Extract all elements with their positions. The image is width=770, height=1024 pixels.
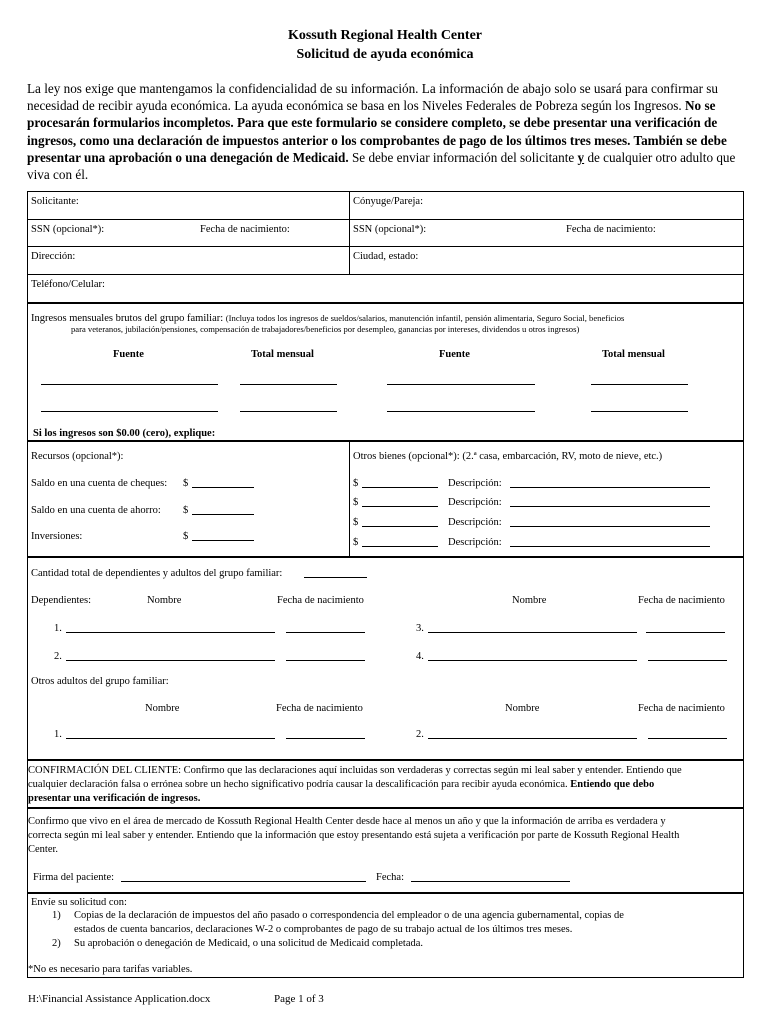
intro-text-tail: de cualquier otro adulto que viva con él. [27,149,736,183]
intro-underlined: y [577,149,585,165]
other-assets-label: Otros bienes (opcional*): (2.ª casa, embarcación, RV, moto de nieve, etc.) [353,451,663,462]
col-fuente-2: Fuente [439,349,470,360]
dollar-sign: $ [353,517,359,528]
col-nombre: Nombre [145,703,180,714]
spouse-ssn-field[interactable]: SSN (opcional*): [353,224,427,235]
adult-dob-input[interactable] [648,738,727,739]
dollar-sign: $ [183,531,189,542]
list-number: 2) [52,938,61,949]
address-field[interactable]: Dirección: [31,251,76,262]
divider [27,246,744,247]
income-source-line[interactable] [41,384,218,385]
submit-heading: Envíe su solicitud con: [31,897,127,908]
org-title: Kossuth Regional Health Center [287,28,483,43]
income-label [31,313,624,324]
income-total-line[interactable] [591,411,688,412]
checking-input[interactable] [192,487,254,488]
intro-paragraph [27,80,745,183]
confirmation-text [28,764,744,806]
spouse-field[interactable]: Cónyuge/Pareja: [353,196,423,207]
col-fecha: Fecha de nacimiento [638,703,725,714]
form-title: Solicitud de ayuda económica [296,47,474,62]
list-number: 1) [52,910,61,921]
confirmation-bold: Entiendo que debo [570,779,655,790]
row-number: 1. [54,623,62,634]
residency-line: correcta según mi leal saber y entender. Entiendo que la información que estoy presentando está sujeta a verificación por parte de Kossuth Regional Health [28,830,680,841]
asset-value-input[interactable] [362,506,438,507]
asset-value-input[interactable] [362,526,438,527]
dollar-sign: $ [183,505,189,516]
income-source-line[interactable] [387,384,535,385]
date-input[interactable] [411,881,570,882]
income-source-line[interactable] [387,411,535,412]
divider [349,191,350,274]
income-total-line[interactable] [591,384,688,385]
intro-bold-text: No se procesarán formularios incompletos. Para que este formulario se considere completo, se debe presentar una verificación de ingresos, como una declaración de impuestos anterior o los comprobantes de pago de los últimos tres meses. También se debe presentar una aprobación o una denegación de Medicaid. [27,98,727,165]
footnote: *No es necesario para tarifas variables. [28,964,193,975]
confirmation-bold: presentar una verificación de ingresos. [28,793,201,804]
row-number: 2. [54,651,62,662]
confirmation-line: cualquier declaración falsa o errónea sobre un hecho significativo podría causar la descalificación para recibir ayuda económica. [28,779,571,790]
col-fecha: Fecha de nacimiento [638,595,725,606]
income-note-2: para veteranos, jubilación/pensiones, compensación de trabajadores/beneficios por desempleo, ganancias por intereses, dividendos u otros ingresos) [71,324,580,334]
applicant-field[interactable]: Solicitante: [31,196,79,207]
ssn-field[interactable]: SSN (opcional*): [31,224,105,235]
submit-item-2: Su aprobación o denegación de Medicaid, o una solicitud de Medicaid completada. [74,938,424,949]
household-count-input[interactable] [304,577,367,578]
income-label-text: Ingresos mensuales brutos del grupo familiar: [31,313,226,324]
col-fecha: Fecha de nacimiento [277,595,364,606]
household-section [27,557,744,760]
investments-input[interactable] [192,540,254,541]
dollar-sign: $ [353,537,359,548]
checking-label: Saldo en una cuenta de cheques: [31,478,168,489]
spouse-dob-field[interactable]: Fecha de nacimiento: [566,224,656,235]
row-number: 1. [54,729,62,740]
col-fuente-1: Fuente [113,349,144,360]
dependent-dob-input[interactable] [286,660,365,661]
residency-line: Confirmo que vivo en el área de mercado de Kossuth Regional Health Center desde hace al menos un año y que la información de arriba es verdadera y [28,816,666,827]
income-source-line[interactable] [41,411,218,412]
dollar-sign: $ [353,497,359,508]
phone-field[interactable]: Teléfono/Celular: [31,279,105,290]
col-total-1: Total mensual [251,349,314,360]
income-total-line[interactable] [240,411,337,412]
asset-value-input[interactable] [362,487,438,488]
investments-label: Inversiones: [31,531,83,542]
dependent-dob-input[interactable] [286,632,365,633]
divider [27,274,744,275]
asset-description-input[interactable] [510,506,710,507]
divider [349,441,350,557]
confirmation-line: CONFIRMACIÓN DEL CLIENTE: Confirmo que las declaraciones aquí incluidas son verdaderas y correctas según mi leal saber y entender. Entiendo que [28,765,682,776]
dollar-sign: $ [183,478,189,489]
applicant-table [27,191,744,303]
savings-label: Saldo en una cuenta de ahorro: [31,505,161,516]
dependent-name-input[interactable] [428,632,637,633]
row-number: 3. [416,623,424,634]
dependent-name-input[interactable] [66,660,275,661]
description-label: Descripción: [448,478,502,489]
asset-value-input[interactable] [362,546,438,547]
submit-item-1: Copias de la declaración de impuestos del año pasado o correspondencia del empleador o de una agencia gubernamental, copias de [74,910,624,921]
income-note: (Incluya todos los ingresos de sueldos/salarios, manutención infantil, pensión alimentaria, Seguro Social, beneficios [225,313,625,323]
income-total-line[interactable] [240,384,337,385]
description-label: Descripción: [448,537,502,548]
other-adults-label: Otros adultos del grupo familiar: [31,676,169,687]
adult-dob-input[interactable] [286,738,365,739]
intro-text-end: Se debe enviar información del solicitante [348,149,578,165]
divider [27,219,744,220]
signature-input[interactable] [121,881,366,882]
dependents-label: Dependientes: [31,595,92,606]
asset-description-input[interactable] [510,546,710,547]
zero-income-explain[interactable]: Si los ingresos son $0.00 (cero), explique: [33,428,216,439]
page-number: Page 1 of 3 [274,993,324,1005]
dependent-dob-input[interactable] [648,660,727,661]
description-label: Descripción: [448,497,502,508]
dependent-name-input[interactable] [66,632,275,633]
asset-description-input[interactable] [510,526,710,527]
dob-field[interactable]: Fecha de nacimiento: [200,224,290,235]
file-path: H:\Financial Assistance Application.docx [28,993,211,1005]
intro-text: La ley nos exige que mantengamos la confidencialidad de su información. La información de abajo solo se usará para confirmar su necesidad de recibir ayuda económica. La ayuda económica se basa en los Niveles Federales de Pobreza según los Ingresos. [27,81,718,114]
date-label: Fecha: [376,872,404,883]
col-nombre: Nombre [505,703,540,714]
dependent-dob-input[interactable] [646,632,725,633]
signature-label: Firma del paciente: [33,872,115,883]
col-nombre: Nombre [147,595,182,606]
description-label: Descripción: [448,517,502,528]
adult-name-input[interactable] [428,738,637,739]
col-nombre: Nombre [512,595,547,606]
asset-description-input[interactable] [510,487,710,488]
dollar-sign: $ [353,478,359,489]
submit-item-1-cont: estados de cuenta bancarios, declaraciones W-2 o comprobantes de pago de su trabajo actual de los últimos tres meses. [74,924,573,935]
row-number: 2. [416,729,424,740]
city-state-field[interactable]: Ciudad, estado: [353,251,419,262]
row-number: 4. [416,651,424,662]
dependent-name-input[interactable] [428,660,637,661]
col-fecha: Fecha de nacimiento [276,703,363,714]
savings-input[interactable] [192,514,254,515]
residency-text [28,815,744,857]
adult-name-input[interactable] [66,738,275,739]
col-total-2: Total mensual [602,349,665,360]
resources-label: Recursos (opcional*): [31,451,124,462]
residency-line: Center. [28,844,59,855]
household-count-label: Cantidad total de dependientes y adultos del grupo familiar: [31,568,283,579]
